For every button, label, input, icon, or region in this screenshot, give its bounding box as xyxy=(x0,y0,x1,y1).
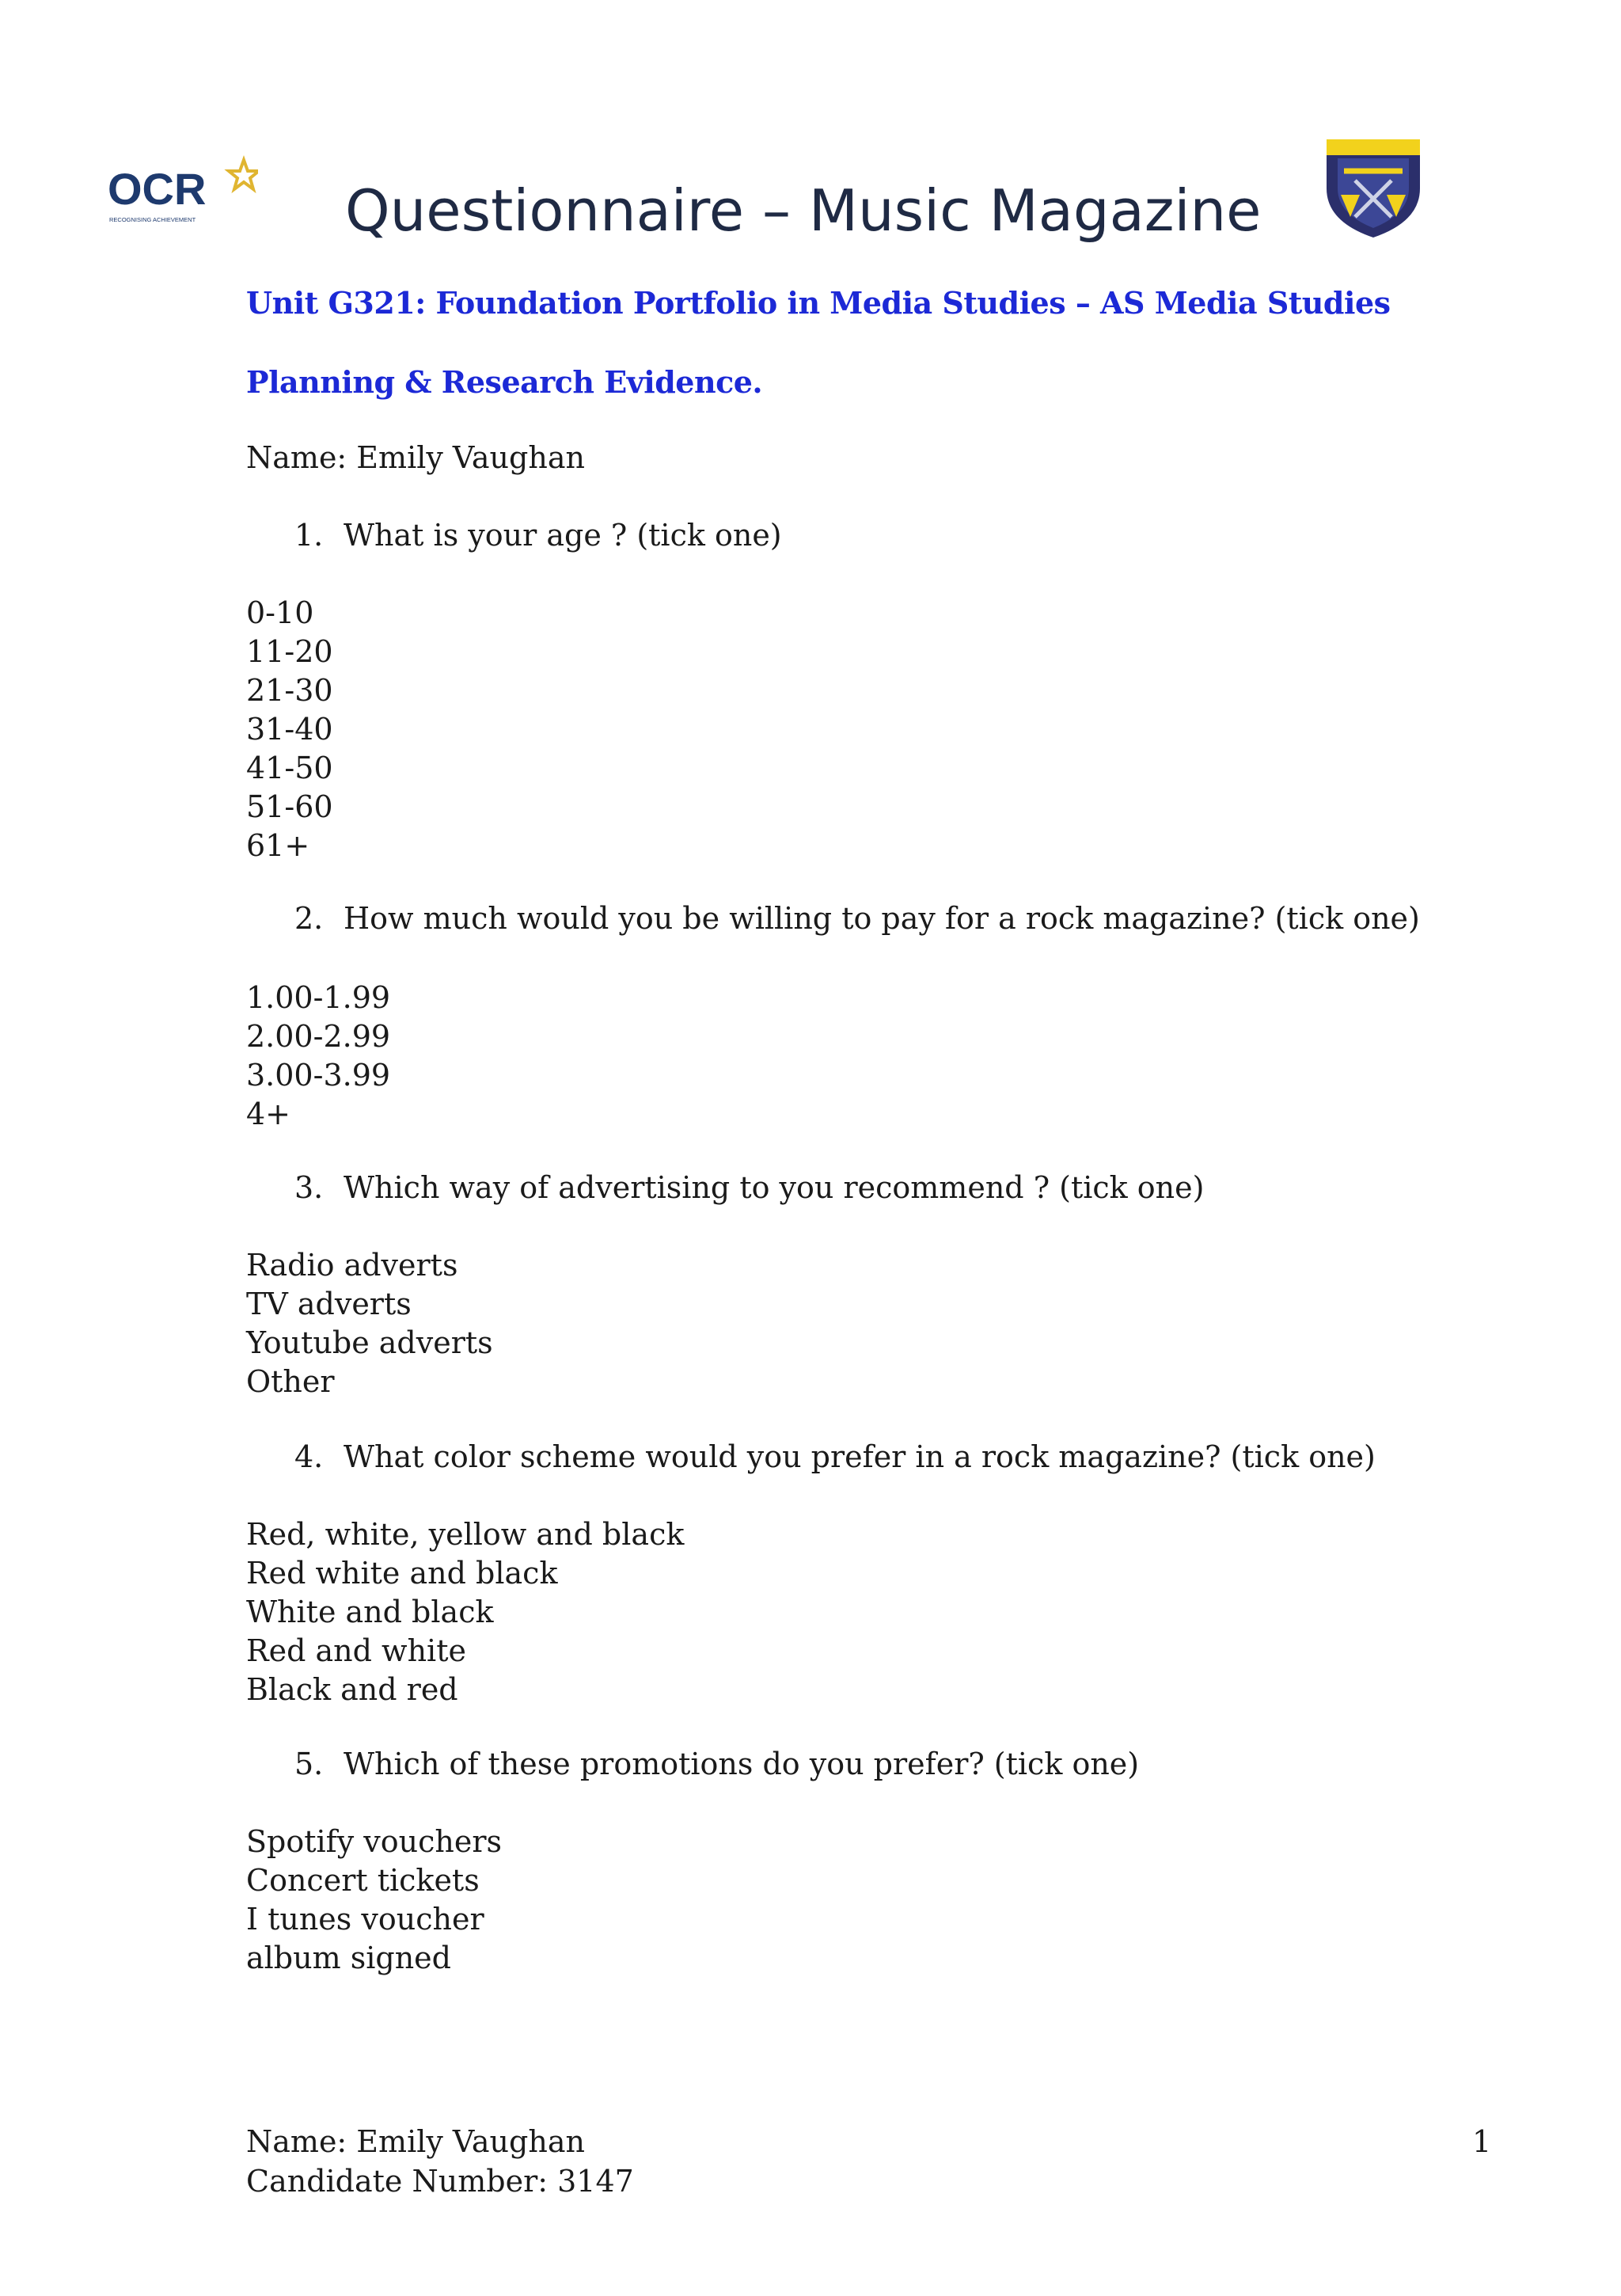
option-item: Red white and black xyxy=(246,1556,558,1591)
question-text: What is your age ? (tick one) xyxy=(344,518,782,553)
option-item: 0-10 xyxy=(246,595,314,630)
option-item: 4+ xyxy=(246,1097,291,1131)
student-name: Name: Emily Vaughan xyxy=(246,440,585,475)
option-item: Concert tickets xyxy=(246,1863,480,1898)
question-text: How much would you be willing to pay for a rock magazine? (tick one) xyxy=(344,901,1420,936)
option-item: I tunes voucher xyxy=(246,1902,484,1937)
option-item: 41-50 xyxy=(246,751,333,785)
option-item: Youtube adverts xyxy=(246,1325,493,1360)
question-text: Which way of advertising to you recommend ? (tick one) xyxy=(344,1170,1205,1205)
ocr-logo xyxy=(108,155,258,231)
option-item: White and black xyxy=(246,1595,494,1629)
question-4-options xyxy=(246,1515,684,1709)
star-icon xyxy=(229,160,258,189)
question-4 xyxy=(294,1439,1376,1474)
school-crest-logo xyxy=(1327,139,1420,238)
option-item: 21-30 xyxy=(246,673,333,708)
option-item: Spotify vouchers xyxy=(246,1824,502,1859)
option-item: album signed xyxy=(246,1941,451,1975)
page-title: Questionnaire – Music Magazine xyxy=(345,177,1262,244)
question-number: 4. xyxy=(294,1439,324,1474)
question-text: Which of these promotions do you prefer? (tick one) xyxy=(344,1747,1140,1781)
option-item: Red, white, yellow and black xyxy=(246,1517,685,1552)
option-item: Other xyxy=(246,1364,335,1399)
option-item: Radio adverts xyxy=(246,1248,458,1283)
ocr-tagline: RECOGNISING ACHIEVEMENT xyxy=(109,216,196,223)
page-number: 1 xyxy=(1472,2124,1492,2159)
question-1-options xyxy=(246,594,333,865)
question-5 xyxy=(294,1747,1139,1781)
question-3 xyxy=(294,1170,1204,1205)
option-item: 51-60 xyxy=(246,789,333,824)
ocr-logo-text: OCR xyxy=(108,164,207,214)
unit-heading: Unit G321: Foundation Portfolio in Media Studies – AS Media Studies xyxy=(246,285,1391,321)
question-3-options xyxy=(246,1246,493,1401)
question-5-options xyxy=(246,1823,502,1978)
question-1 xyxy=(294,518,782,553)
question-2 xyxy=(294,901,1420,936)
option-item: 3.00-3.99 xyxy=(246,1058,391,1093)
option-item: Black and red xyxy=(246,1672,458,1707)
question-text: What color scheme would you prefer in a rock magazine? (tick one) xyxy=(344,1439,1376,1474)
option-item: 11-20 xyxy=(246,634,333,669)
option-item: Red and white xyxy=(246,1633,466,1668)
option-item: 31-40 xyxy=(246,712,333,747)
option-item: 61+ xyxy=(246,828,310,863)
option-item: 1.00-1.99 xyxy=(246,980,391,1015)
question-2-options xyxy=(246,979,390,1134)
question-number: 3. xyxy=(294,1170,324,1205)
footer-name: Name: Emily Vaughan xyxy=(246,2124,585,2159)
evidence-heading: Planning & Research Evidence. xyxy=(246,364,763,400)
option-item: 2.00-2.99 xyxy=(246,1019,391,1054)
question-number: 5. xyxy=(294,1747,324,1781)
question-number: 2. xyxy=(294,901,324,936)
option-item: TV adverts xyxy=(246,1287,412,1321)
question-number: 1. xyxy=(294,518,324,553)
page-footer xyxy=(246,2122,634,2201)
footer-candidate-number: Candidate Number: 3147 xyxy=(246,2164,634,2199)
